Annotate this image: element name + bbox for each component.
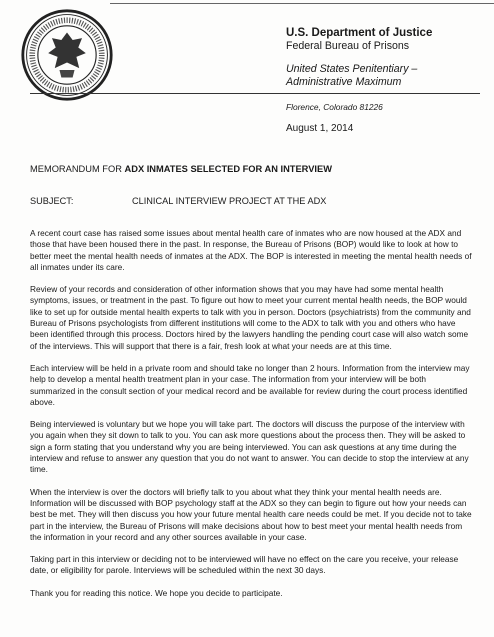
institution-line-2: Administrative Maximum <box>286 76 402 88</box>
top-scan-edge <box>110 3 494 4</box>
body-paragraph-4: Being interviewed is voluntary but we hope you will take part. The doctors will discuss the purpose of the interview with you again when they sit down to talk to you. You can ask more questions about the process then. They will be asked to sign a form stating that you understand why you are being interviewed. You can ask questions at any time during the interview and refuse to answer any question that you do not want to answer. You can decide to stop the interview at any time. <box>30 419 469 475</box>
memo-recipient-line <box>30 164 332 174</box>
bureau-name: Federal Bureau of Prisons <box>286 40 410 52</box>
organization-name: U.S. Department of Justice <box>286 27 433 39</box>
subject-label: SUBJECT: <box>30 196 74 206</box>
body-paragraph-5: When the interview is over the doctors will briefly talk to you about what they think your mental health needs are. Information will be discussed with BOP psychology staff at the ADX so they can begin to figure out how your needs can best be met. They will then discuss you how your future mental health care needs could be met. If you decide not to take part in the interview, the Bureau of Prisons will make decisions about how to best meet your mental health needs from the information in your record and any other sources available in your case. <box>30 486 472 542</box>
memo-recipient: ADX INMATES SELECTED FOR AN INTERVIEW <box>124 164 332 174</box>
letterhead-divider <box>30 93 480 94</box>
location-line: Florence, Colorado 81226 <box>286 102 383 112</box>
body-paragraph-6: Taking part in this interview or deciding not to be interviewed will have no effect on the care you receive, your release date, or eligibility for parole. Interviews will be scheduled within the next 30 days. <box>30 554 459 576</box>
body-paragraph-2: Review of your records and consideration of other information shows that you may have had some mental health symptoms, issues, or treatment in the past. To figure out how to meet your current mental health needs, the BOP would like to set up for outside mental health experts to talk with you in person. Doctors (psychiatrists) from the community and Bureau of Prisons psychologists from different institutions will come to the ADX to talk with you and others who have been identified through this process. Doctors hired by the lawyers handling the pending court case will also watch some of the interviews. This will support that there is a fair, fresh look at what your needs are at this time. <box>30 284 471 351</box>
memo-body <box>30 228 472 599</box>
memo-date: August 1, 2014 <box>286 123 354 134</box>
letterhead <box>286 27 486 89</box>
body-paragraph-7: Thank you for reading this notice. We hope you decide to participate. <box>30 587 283 598</box>
memo-prefix: MEMORANDUM FOR <box>30 164 125 174</box>
doj-seal-icon <box>20 8 114 102</box>
body-paragraph-1: A recent court case has raised some issues about mental health care of inmates who are now housed at the ADX and those that have been housed there in the past. In response, the Bureau of Prisons (BOP) would like to look at how to better meet the mental health needs of inmates at the ADX. The BOP is interested in meeting the mental health needs of all inmates under its care. <box>30 228 472 272</box>
body-paragraph-3: Each interview will be held in a private room and should take no longer than 2 hours. Information from the interview may help to develop a mental health treatment plan in your case. The information from your interview will be both summarized in the consult section of your medical record and be available for review during the court process identified above. <box>30 362 470 407</box>
subject-text: CLINICAL INTERVIEW PROJECT AT THE ADX <box>132 196 327 206</box>
institution-line-1: United States Penitentiary – <box>286 63 418 75</box>
